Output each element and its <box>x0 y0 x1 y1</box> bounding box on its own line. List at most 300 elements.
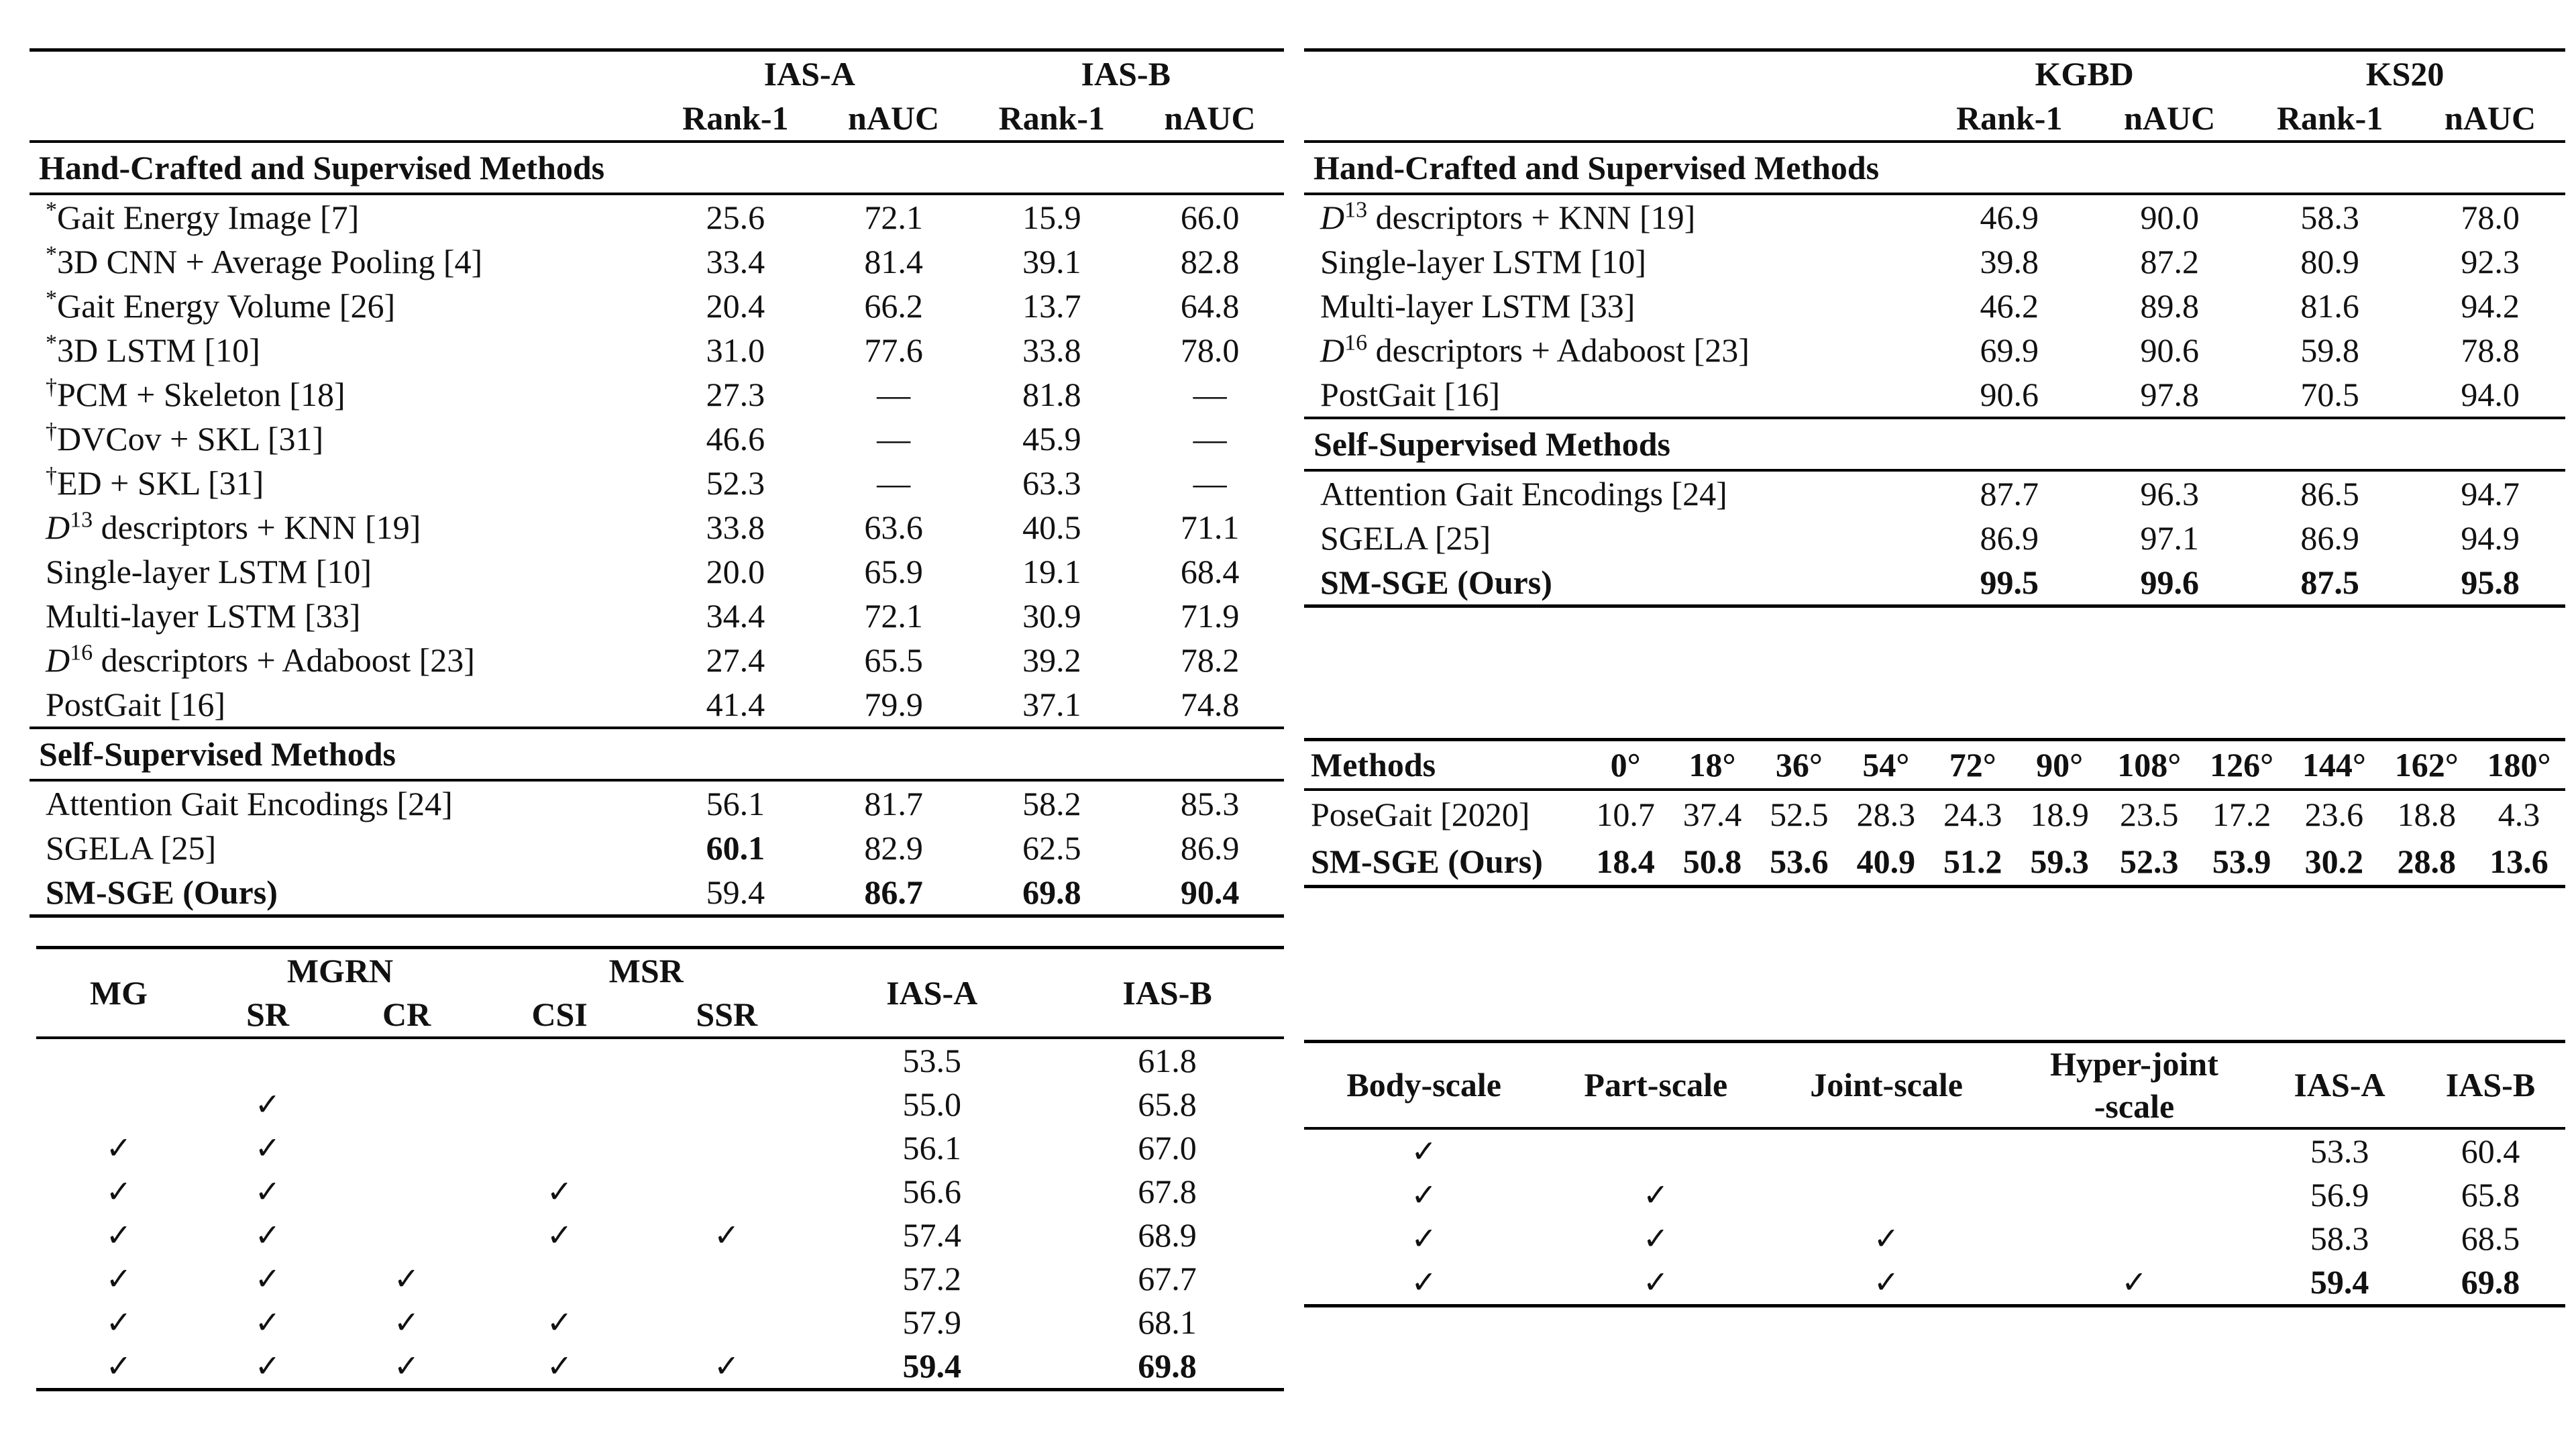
method-name <box>30 417 651 461</box>
header-ias-b: IAS-B <box>1122 973 1212 1012</box>
method-label: SGELA [25] <box>46 828 217 867</box>
check-mark: ✓ <box>2121 1263 2147 1300</box>
metric-value: 86.5 <box>2300 474 2359 513</box>
kgbd-self-supervised-rows <box>1304 470 2565 606</box>
angle-header: 0° <box>1610 745 1641 784</box>
method-name <box>30 826 651 870</box>
method-label: Attention Gait Encodings [24] <box>1320 474 1727 513</box>
metric-value: 90.0 <box>2140 198 2199 236</box>
empty-cell <box>640 1257 813 1301</box>
accuracy-value: 13.6 <box>2489 842 2548 880</box>
empty-cell <box>334 1038 479 1083</box>
table-row <box>36 1214 1284 1257</box>
metric-value: 97.8 <box>2140 375 2199 413</box>
accuracy-value: 53.9 <box>2212 842 2271 880</box>
metric-value: 33.8 <box>1022 331 1081 369</box>
metric-value: 64.8 <box>1180 286 1240 325</box>
method-symbol-exponent: 13 <box>1344 197 1368 222</box>
ias-a-value: 56.1 <box>902 1129 961 1167</box>
metric-value: 58.3 <box>2300 198 2359 236</box>
table-row <box>30 461 1284 505</box>
accuracy-value: 10.7 <box>1596 795 1655 833</box>
method-label: ED + SKL [31] <box>57 464 264 502</box>
angle-header: 90° <box>2036 745 2084 784</box>
section-title: Self-Supervised Methods <box>39 735 396 773</box>
method-label: PCM + Skeleton [18] <box>57 375 345 413</box>
metric-value: 69.9 <box>1980 331 2039 369</box>
table-row <box>30 549 1284 594</box>
method-name <box>30 505 651 549</box>
empty-cell <box>1544 1128 1768 1173</box>
table-row <box>1304 470 2565 516</box>
metric-value: 78.0 <box>2461 198 2520 236</box>
method-symbol: D <box>1320 198 1345 236</box>
ias-b-value: 65.8 <box>2461 1176 2520 1214</box>
group-header-ks20: KS20 <box>2365 54 2445 93</box>
check-mark: ✓ <box>1411 1263 1437 1300</box>
table-row <box>30 826 1284 870</box>
table-row <box>30 682 1284 728</box>
table-row <box>1304 1217 2565 1260</box>
method-name <box>1304 328 1924 372</box>
table-row <box>36 1126 1284 1170</box>
method-mark: * <box>46 197 57 222</box>
metric-value: 77.6 <box>864 331 923 369</box>
header-body-scale: Body-scale <box>1346 1066 1501 1104</box>
metric-header: Rank-1 <box>2276 99 2383 137</box>
metric-value: 86.9 <box>2300 519 2359 557</box>
method-label: Gait Energy Image [7] <box>57 198 360 236</box>
metric-value: 78.8 <box>2461 331 2520 369</box>
angle-header: 126° <box>2210 745 2274 784</box>
table-row <box>30 780 1284 826</box>
method-label: 3D CNN + Average Pooling [4] <box>57 242 483 280</box>
accuracy-value: 51.2 <box>1943 842 2002 880</box>
method-label: descriptors + KNN [19] <box>1367 198 1696 236</box>
metric-header: nAUC <box>848 99 940 137</box>
metric-value: — <box>877 464 911 502</box>
scale-ablation-table <box>1304 1040 2565 1307</box>
metric-value: 66.2 <box>864 286 923 325</box>
metric-value: 71.9 <box>1180 596 1240 635</box>
metric-value: 87.7 <box>1980 474 2039 513</box>
method-label: DVCov + SKL [31] <box>57 419 324 458</box>
metric-value: 85.3 <box>1180 784 1240 822</box>
metric-value: 81.6 <box>2300 286 2359 325</box>
metric-value: 72.1 <box>864 596 923 635</box>
empty-cell <box>479 1038 640 1083</box>
check-mark: ✓ <box>1873 1263 1900 1300</box>
accuracy-value: 18.4 <box>1596 842 1655 880</box>
method-name <box>30 870 651 916</box>
check-mark: ✓ <box>1411 1220 1437 1256</box>
empty-cell <box>640 1038 813 1083</box>
check-mark: ✓ <box>1643 1176 1669 1213</box>
methods-header: Methods <box>1311 745 1436 784</box>
method-mark: * <box>46 241 57 266</box>
ias-b-value: 68.1 <box>1138 1303 1197 1341</box>
method-name <box>30 594 651 638</box>
metric-header: Rank-1 <box>998 99 1106 137</box>
ias-a-value: 53.5 <box>902 1042 961 1079</box>
check-mark: ✓ <box>105 1216 132 1253</box>
accuracy-value: 53.6 <box>1770 842 1829 880</box>
check-mark: ✓ <box>393 1260 420 1297</box>
method-name <box>30 239 651 284</box>
ias-table-head <box>30 50 1284 195</box>
check-mark: ✓ <box>546 1173 573 1210</box>
metric-value: 69.8 <box>1022 873 1081 911</box>
check-mark: ✓ <box>1643 1220 1669 1256</box>
metric-value: 34.4 <box>706 596 765 635</box>
metric-value: 45.9 <box>1022 419 1081 458</box>
table-row <box>1304 790 2565 838</box>
method-name <box>30 682 651 728</box>
check-mark: ✓ <box>1643 1263 1669 1300</box>
check-mark: ✓ <box>1873 1220 1900 1256</box>
empty-cell <box>2005 1173 2263 1217</box>
metric-value: 68.4 <box>1180 552 1240 590</box>
method-name <box>30 372 651 417</box>
metric-value: 86.9 <box>1980 519 2039 557</box>
header-cr: CR <box>382 996 431 1033</box>
table-row <box>30 284 1284 328</box>
ias-a-value: 57.9 <box>902 1303 961 1341</box>
accuracy-value: 59.3 <box>2030 842 2089 880</box>
table-row <box>36 1344 1284 1390</box>
metric-value: 71.1 <box>1180 508 1240 546</box>
header-mgrn: MGRN <box>286 952 394 989</box>
view-angle-header-row <box>1304 740 2565 790</box>
method-name <box>30 284 651 328</box>
view-angle-table <box>1304 738 2565 888</box>
metric-value: 78.2 <box>1180 641 1240 679</box>
table-row <box>30 372 1284 417</box>
empty-cell <box>640 1083 813 1126</box>
ias-b-value: 67.8 <box>1138 1173 1197 1210</box>
method-name <box>1304 194 1924 239</box>
angle-header: 180° <box>2487 745 2551 784</box>
method-symbol-exponent: 16 <box>1344 329 1368 355</box>
accuracy-value: 40.9 <box>1856 842 1916 880</box>
method-name: SM-SGE (Ours) <box>1311 842 1543 880</box>
header-ssr: SSR <box>696 996 758 1033</box>
angle-header: 162° <box>2394 745 2459 784</box>
metric-value: 79.9 <box>864 685 923 723</box>
check-mark: ✓ <box>254 1216 281 1253</box>
empty-cell <box>1768 1173 2004 1217</box>
metric-value: 15.9 <box>1022 198 1081 236</box>
method-label: Attention Gait Encodings [24] <box>46 784 453 822</box>
method-label: SM-SGE (Ours) <box>1320 563 1552 601</box>
view-angle-rows <box>1304 790 2565 887</box>
ias-a-value: 55.0 <box>902 1085 961 1123</box>
section-title: Hand-Crafted and Supervised Methods <box>1313 148 1880 186</box>
accuracy-value: 24.3 <box>1943 795 2002 833</box>
check-mark: ✓ <box>546 1347 573 1384</box>
metric-value: 86.7 <box>864 873 923 911</box>
ias-a-value: 53.3 <box>2310 1132 2369 1170</box>
metric-value: 82.8 <box>1180 242 1240 280</box>
ias-a-value: 57.4 <box>902 1216 961 1254</box>
check-mark: ✓ <box>393 1303 420 1340</box>
metric-value: 81.8 <box>1022 375 1081 413</box>
method-symbol-exponent: 16 <box>70 639 93 665</box>
metric-value: 90.6 <box>1980 375 2039 413</box>
table-row <box>30 638 1284 682</box>
metric-value: 65.5 <box>864 641 923 679</box>
metric-value: 20.4 <box>706 286 765 325</box>
accuracy-value: 50.8 <box>1682 842 1742 880</box>
metric-value: 63.3 <box>1022 464 1081 502</box>
accuracy-value: 28.8 <box>2397 842 2456 880</box>
angle-header: 144° <box>2302 745 2366 784</box>
metric-value: 52.3 <box>706 464 765 502</box>
check-mark: ✓ <box>713 1216 740 1253</box>
method-symbol: D <box>1320 331 1345 369</box>
metric-value: 33.8 <box>706 508 765 546</box>
accuracy-value: 18.8 <box>2397 795 2456 833</box>
empty-cell <box>1768 1128 2004 1173</box>
check-mark: ✓ <box>254 1347 281 1384</box>
table-row <box>30 870 1284 916</box>
method-label: descriptors + KNN [19] <box>93 508 421 546</box>
angle-header: 54° <box>1862 745 1910 784</box>
metric-value: 41.4 <box>706 685 765 723</box>
method-name <box>30 549 651 594</box>
kgbd-supervised-rows <box>1304 194 2565 418</box>
accuracy-value: 30.2 <box>2304 842 2364 880</box>
metric-value: 97.1 <box>2140 519 2199 557</box>
ias-supervised-rows <box>30 194 1284 728</box>
empty-cell <box>479 1083 640 1126</box>
metric-value: 37.1 <box>1022 685 1081 723</box>
table-row <box>36 1170 1284 1214</box>
metric-value: 78.0 <box>1180 331 1240 369</box>
check-mark: ✓ <box>105 1260 132 1297</box>
metric-value: 31.0 <box>706 331 765 369</box>
method-name <box>30 194 651 239</box>
header-ias-a: IAS-A <box>2294 1066 2385 1104</box>
group-header-kgbd: KGBD <box>2035 54 2134 93</box>
table-row <box>36 1301 1284 1344</box>
ias-b-value: 60.4 <box>2461 1132 2520 1170</box>
method-label: Single-layer LSTM [10] <box>1320 242 1647 280</box>
angle-header: 72° <box>1949 745 1996 784</box>
table-row <box>1304 1260 2565 1306</box>
method-symbol-exponent: 13 <box>70 506 93 532</box>
method-label: PostGait [16] <box>46 685 226 723</box>
ias-b-value: 68.9 <box>1138 1216 1197 1254</box>
check-mark: ✓ <box>546 1216 573 1253</box>
method-mark: † <box>46 418 57 443</box>
metric-value: 56.1 <box>706 784 765 822</box>
metric-value: 90.4 <box>1180 873 1240 911</box>
table-row <box>30 417 1284 461</box>
table-row <box>1304 560 2565 606</box>
table-row <box>1304 838 2565 887</box>
metric-value: 94.9 <box>2461 519 2520 557</box>
method-name <box>1304 516 1924 560</box>
group-header-ias-a: IAS-A <box>763 54 855 93</box>
method-mark: * <box>46 329 57 355</box>
table-row <box>36 1257 1284 1301</box>
table-row <box>1304 372 2565 418</box>
header-joint-scale: Joint-scale <box>1810 1066 1963 1104</box>
metric-value: 96.3 <box>2140 474 2199 513</box>
metric-value: — <box>1193 375 1227 413</box>
check-mark: ✓ <box>105 1129 132 1166</box>
metric-value: 25.6 <box>706 198 765 236</box>
accuracy-value: 23.6 <box>2304 795 2364 833</box>
metric-value: 46.2 <box>1980 286 2039 325</box>
metric-value: 94.7 <box>2461 474 2520 513</box>
check-mark: ✓ <box>254 1303 281 1340</box>
empty-cell <box>334 1126 479 1170</box>
method-name <box>30 328 651 372</box>
table-row <box>30 328 1284 372</box>
metric-value: 92.3 <box>2461 242 2520 280</box>
table-row <box>1304 516 2565 560</box>
table-row <box>1304 1173 2565 1217</box>
method-mark: * <box>46 285 57 311</box>
empty-cell <box>2005 1217 2263 1260</box>
metric-value: 46.9 <box>1980 198 2039 236</box>
ias-a-value: 57.2 <box>902 1260 961 1297</box>
table-row <box>30 239 1284 284</box>
method-label: Gait Energy Volume [26] <box>57 286 396 325</box>
table-row <box>36 1038 1284 1083</box>
table-row <box>1304 194 2565 239</box>
ias-b-value: 61.8 <box>1138 1042 1197 1079</box>
method-label: descriptors + Adaboost [23] <box>1367 331 1750 369</box>
metric-value: 27.4 <box>706 641 765 679</box>
method-name <box>1304 470 1924 516</box>
empty-cell <box>640 1170 813 1214</box>
angle-header: 108° <box>2117 745 2182 784</box>
empty-cell <box>640 1126 813 1170</box>
ias-b-value: 65.8 <box>1138 1085 1197 1123</box>
empty-cell <box>201 1038 334 1083</box>
component-ablation-rows <box>36 1038 1284 1390</box>
metric-value: 62.5 <box>1022 828 1081 867</box>
accuracy-value: 52.3 <box>2120 842 2179 880</box>
method-label: 3D LSTM [10] <box>57 331 260 369</box>
check-mark: ✓ <box>546 1303 573 1340</box>
method-name <box>1304 239 1924 284</box>
metric-value: 89.8 <box>2140 286 2199 325</box>
table-row <box>1304 1128 2565 1173</box>
metric-value: 33.4 <box>706 242 765 280</box>
metric-value: 87.2 <box>2140 242 2199 280</box>
accuracy-value: 23.5 <box>2120 795 2179 833</box>
header-part-scale: Part-scale <box>1584 1066 1728 1104</box>
metric-header: Rank-1 <box>682 99 789 137</box>
ias-b-value: 67.0 <box>1138 1129 1197 1167</box>
method-label: Multi-layer LSTM [33] <box>1320 286 1635 325</box>
metric-value: 86.9 <box>1180 828 1240 867</box>
metric-value: 80.9 <box>2300 242 2359 280</box>
header-ias-a: IAS-A <box>886 973 978 1012</box>
method-label: SGELA [25] <box>1320 519 1491 557</box>
method-name <box>30 780 651 826</box>
method-name <box>30 461 651 505</box>
component-ablation-table <box>36 946 1284 1391</box>
ias-a-value: 59.4 <box>2310 1263 2369 1301</box>
ias-a-value: 56.6 <box>902 1173 961 1210</box>
angle-header: 18° <box>1688 745 1736 784</box>
check-mark: ✓ <box>254 1129 281 1166</box>
method-name <box>30 638 651 682</box>
check-mark: ✓ <box>393 1347 420 1384</box>
metric-value: 30.9 <box>1022 596 1081 635</box>
empty-cell <box>334 1083 479 1126</box>
metric-value: 82.9 <box>864 828 923 867</box>
metric-value: 19.1 <box>1022 552 1081 590</box>
group-header-ias-b: IAS-B <box>1081 54 1171 93</box>
ias-self-supervised-rows <box>30 780 1284 916</box>
ias-b-value: 68.5 <box>2461 1220 2520 1257</box>
header-hyper-joint-scale: Hyper-joint -scale <box>2050 1045 2218 1125</box>
angle-header: 36° <box>1775 745 1823 784</box>
metric-value: 70.5 <box>2300 375 2359 413</box>
kgbd-ks20-comparison-table <box>1304 48 2565 608</box>
accuracy-value: 17.2 <box>2212 795 2271 833</box>
check-mark: ✓ <box>254 1173 281 1210</box>
ias-a-value: 56.9 <box>2310 1176 2369 1214</box>
metric-value: 59.4 <box>706 873 765 911</box>
metric-value: — <box>877 375 911 413</box>
header-sr: SR <box>246 996 289 1033</box>
method-name <box>1304 372 1924 418</box>
metric-value: 60.1 <box>706 828 765 867</box>
accuracy-value: 37.4 <box>1682 795 1742 833</box>
check-mark: ✓ <box>713 1347 740 1384</box>
metric-value: 65.9 <box>864 552 923 590</box>
metric-value: 39.2 <box>1022 641 1081 679</box>
method-label: PostGait [16] <box>1320 375 1501 413</box>
metric-value: 39.1 <box>1022 242 1081 280</box>
method-label: descriptors + Adaboost [23] <box>93 641 475 679</box>
check-mark: ✓ <box>254 1085 281 1122</box>
header-msr: MSR <box>608 952 684 989</box>
accuracy-value: 4.3 <box>2498 795 2540 833</box>
header-ias-b: IAS-B <box>2445 1066 2536 1104</box>
method-mark: † <box>46 462 57 488</box>
section-title: Self-Supervised Methods <box>1313 425 1670 463</box>
metric-value: 63.6 <box>864 508 923 546</box>
metric-value: 81.7 <box>864 784 923 822</box>
table-row <box>1304 239 2565 284</box>
metric-value: 39.8 <box>1980 242 2039 280</box>
table-row <box>36 1083 1284 1126</box>
check-mark: ✓ <box>1411 1176 1437 1213</box>
metric-value: 99.6 <box>2140 563 2199 601</box>
ias-b-value: 69.8 <box>2461 1263 2520 1301</box>
metric-value: 94.2 <box>2461 286 2520 325</box>
metric-value: 46.6 <box>706 419 765 458</box>
empty-cell <box>479 1257 640 1301</box>
method-symbol: D <box>46 508 70 546</box>
metric-value: 87.5 <box>2300 563 2359 601</box>
ias-comparison-table <box>30 48 1284 918</box>
scale-ablation-rows <box>1304 1128 2565 1306</box>
empty-cell <box>640 1301 813 1344</box>
ias-b-value: 69.8 <box>1138 1347 1197 1385</box>
method-name <box>1304 560 1924 606</box>
metric-value: 72.1 <box>864 198 923 236</box>
metric-value: 20.0 <box>706 552 765 590</box>
